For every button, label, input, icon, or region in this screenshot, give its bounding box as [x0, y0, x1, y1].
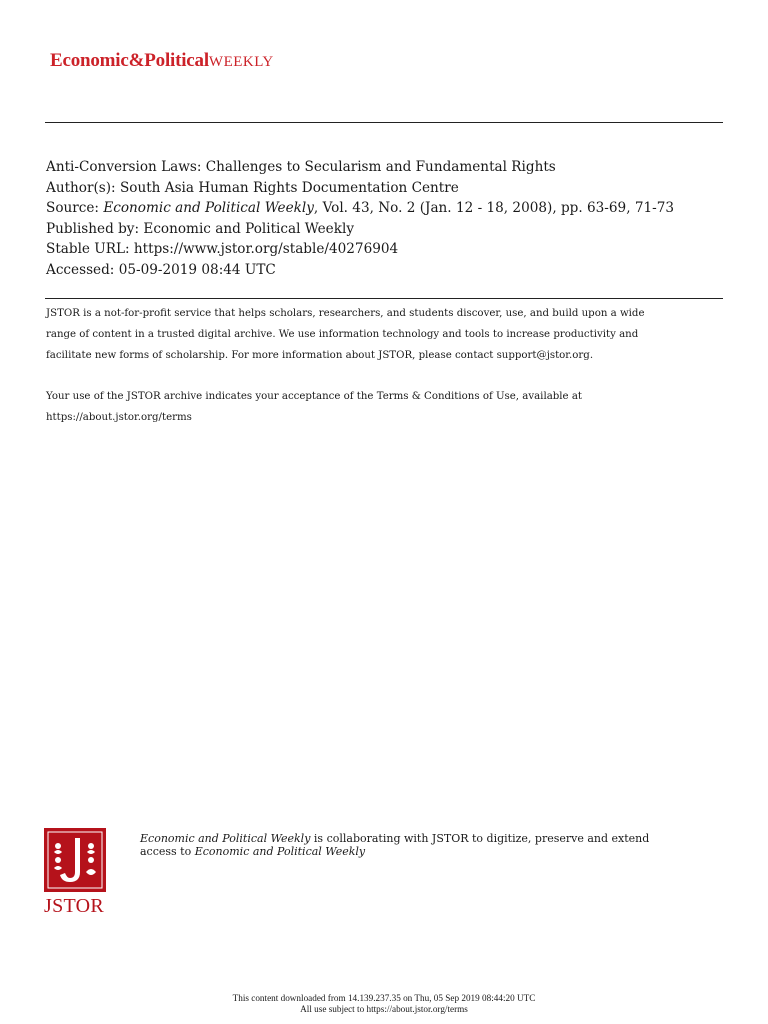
citation-block [46, 157, 736, 281]
publisher-line: Published by: Economic and Political Weekly [46, 220, 354, 237]
jstor-emblem-icon [44, 828, 106, 892]
accessed-line: Accessed: 05-09-2019 08:44 UTC [46, 261, 276, 278]
download-footer [0, 993, 768, 1014]
footer-terms: All use subject to https://about.jstor.org/terms [300, 1003, 468, 1014]
stable-url-link[interactable]: https://www.jstor.org/stable/40276904 [133, 241, 399, 258]
collaboration-note: Economic and Political Weekly is collaborating with JSTOR to digitize, preserve and extend access to Economic and Political Weekly [140, 832, 650, 858]
collab-journal-2: Economic and Political Weekly [194, 845, 366, 858]
logo-weekly: WEEKLY [208, 54, 274, 70]
jstor-info [46, 304, 726, 428]
article-title: Anti-Conversion Laws: Challenges to Secularism and Fundamental Rights [46, 159, 556, 175]
terms-text: Your use of the JSTOR archive indicates your acceptance of the Terms & Conditions of Use, available at [46, 390, 582, 402]
logo-economic-political: Economic&Political [50, 50, 209, 71]
source-line: Source: Economic and Political Weekly, Vol. 43, No. 2 (Jan. 12 - 18, 2008), pp. 63-69, 71-73 [46, 200, 675, 217]
jstor-logo [44, 828, 108, 918]
author-name: South Asia Human Rights Documentation Centre [119, 179, 459, 196]
jstor-wordmark: JSTOR [44, 895, 105, 917]
jstor-description-2: range of content in a trusted digital archive. We use information technology and tools to increase productivity and [46, 328, 639, 340]
top-divider [45, 122, 723, 123]
jstor-description-3: facilitate new forms of scholarship. For more information about JSTOR, please contact support@jstor.org. [46, 349, 594, 361]
middle-divider [45, 298, 723, 299]
footer-download-info: This content downloaded from 14.139.237.35 on Thu, 05 Sep 2019 08:44:20 UTC [232, 993, 536, 1003]
jstor-description-1: JSTOR is a not-for-profit service that helps scholars, researchers, and students discover, use, and build upon a wide [46, 308, 645, 319]
terms-link[interactable]: https://about.jstor.org/terms [46, 411, 192, 423]
collab-journal-1: Economic and Political Weekly [140, 832, 311, 845]
author-line: Author(s): South Asia Human Rights Documentation Centre [46, 179, 459, 196]
accessed-date: 05-09-2019 08:44 UTC [118, 261, 276, 278]
publisher-logo [50, 50, 274, 72]
source-journal: Economic and Political Weekly [103, 200, 314, 217]
publisher-name: Economic and Political Weekly [143, 220, 354, 237]
stable-url-line: Stable URL: https://www.jstor.org/stable/40276904 [46, 241, 399, 258]
